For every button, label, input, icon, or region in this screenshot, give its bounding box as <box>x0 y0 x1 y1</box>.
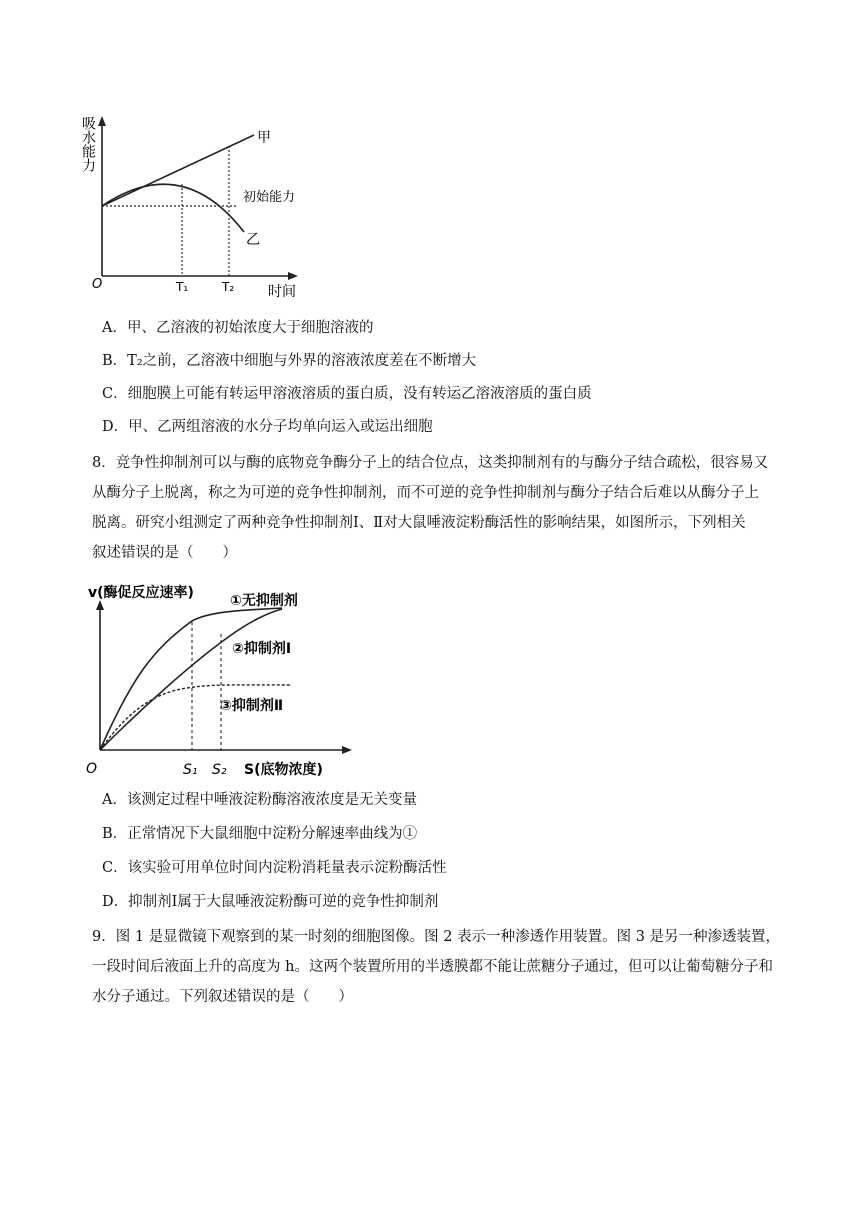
q9-line-2: 一段时间后液面上升的高度为 h。这两个装置所用的半透膜都不能让蔗糖分子通过，但可以让葡萄糖分子和 <box>92 959 773 975</box>
curve1-label: ①无抑制剂 <box>230 593 298 609</box>
q7-option-a: A．甲、乙溶液的初始浓度大于细胞溶液的 <box>102 320 374 336</box>
origin-label: O <box>86 761 98 777</box>
q7-option-c: C．细胞膜上可能有转运甲溶液溶质的蛋白质，没有转运乙溶液溶质的蛋白质 <box>102 386 592 402</box>
y-axis-arrow <box>98 116 106 126</box>
y-axis-label: 吸水能力 <box>80 116 96 172</box>
curve-jia-label: 甲 <box>257 130 271 146</box>
curve-yi <box>102 184 244 232</box>
curve-no-inhibitor <box>100 608 282 750</box>
q9-stem <box>92 922 792 1012</box>
curve-inhibitor-1 <box>100 609 282 750</box>
q7-option-b: B．T₂之前，乙溶液中细胞与外界的溶液浓度差在不断增大 <box>102 353 477 369</box>
curve-yi-label: 乙 <box>246 232 260 248</box>
q8-option-b: B．正常情况下大鼠细胞中淀粉分解速率曲线为① <box>102 826 418 842</box>
t2-label: T₂ <box>222 280 235 294</box>
x-axis-label: S(底物浓度) <box>244 762 323 778</box>
q8-option-c: C．该实验可用单位时间内淀粉消耗量表示淀粉酶活性 <box>102 860 447 876</box>
q7-option-d: D．甲、乙两组溶液的水分子均单向运入或运出细胞 <box>102 419 433 435</box>
curve-jia <box>102 135 254 206</box>
origin-label: O <box>92 277 103 292</box>
curve2-label: ②抑制剂Ⅰ <box>232 641 292 657</box>
q9-line-1: 9．图 1 是显微镜下观察到的某一时刻的细胞图像。图 2 表示一种渗透作用装置。图 3 是另一种渗透装置， <box>92 929 781 945</box>
curve3-label: ③抑制剂Ⅱ <box>220 698 284 714</box>
curve-inhibitor-2 <box>100 685 292 750</box>
q8-option-d: D．抑制剂Ⅰ属于大鼠唾液淀粉酶可逆的竞争性抑制剂 <box>102 894 439 910</box>
water-absorption-graph <box>78 110 318 305</box>
q9-line-3: 水分子通过。下列叙述错误的是（ ） <box>92 989 353 1005</box>
q8-line-1: 8．竞争性抑制剂可以与酶的底物竞争酶分子上的结合位点，这类抑制剂有的与酶分子结合疏松，很容易又 <box>92 455 769 471</box>
x-axis-label: 时间 <box>268 284 296 300</box>
t1-label: T₁ <box>176 280 189 294</box>
y-axis-label: v(酶促反应速率) <box>88 585 194 601</box>
y-axis-arrow <box>96 600 104 610</box>
q8-line-4: 叙述错误的是（ ） <box>92 545 237 561</box>
q8-line-3: 脱离。研究小组测定了两种竞争性抑制剂Ⅰ、Ⅱ对大鼠唾液淀粉酶活性的影响结果，如图所示，下列相关 <box>92 515 746 531</box>
q8-option-a: A．该测定过程中唾液淀粉酶溶液浓度是无关变量 <box>102 792 417 808</box>
x-axis-arrow <box>288 272 298 280</box>
x-axis-arrow <box>342 746 352 754</box>
q8-line-2: 从酶分子上脱离，称之为可逆的竞争性抑制剂，而不可逆的竞争性抑制剂与酶分子结合后难以从酶分子上 <box>92 485 759 501</box>
enzyme-rate-graph <box>82 578 362 783</box>
s2-label: S₂ <box>212 762 227 778</box>
q8-stem <box>92 448 792 568</box>
baseline-label: 初始能力 <box>243 190 296 205</box>
s1-label: S₁ <box>183 762 198 778</box>
